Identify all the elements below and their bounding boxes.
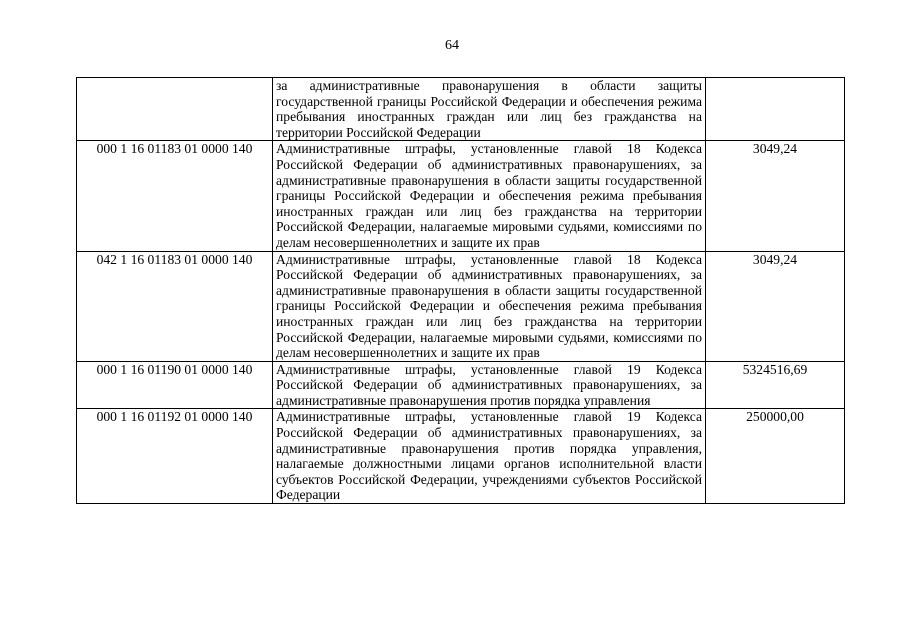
description-cell: Административные штрафы, установленные главой 19 Кодекса Российской Федерации об административных правонарушениях, за административные правонарушения против порядка управления, налагаемые должностными лицами органов исполнительной власти субъектов Российской Федерации, учреждениями субъектов Российской Федерации — [273, 409, 706, 504]
page-number: 64 — [445, 38, 459, 53]
budget-code-cell: 000 1 16 01190 01 0000 140 — [77, 361, 273, 409]
table-row — [77, 251, 845, 361]
budget-code-cell — [77, 78, 273, 141]
description-cell: Административные штрафы, установленные главой 18 Кодекса Российской Федерации об административных правонарушениях, за административные правонарушения в области защиты государственной границы Российской Федерации и обеспечения режима пребывания иностранных граждан или лиц без гражданства на территории Российской Федерации, налагаемые мировыми судьями, комиссиями по делам несовершеннолетних и защите их прав — [273, 251, 706, 361]
amount-cell — [706, 78, 845, 141]
budget-code-cell: 042 1 16 01183 01 0000 140 — [77, 251, 273, 361]
amount-cell: 5324516,69 — [706, 361, 845, 409]
description-cell: Административные штрафы, установленные главой 18 Кодекса Российской Федерации об административных правонарушениях, за административные правонарушения в области защиты государственной границы Российской Федерации и обеспечения режима пребывания иностранных граждан или лиц без гражданства на территории Российской Федерации, налагаемые мировыми судьями, комиссиями по делам несовершеннолетних и защите их прав — [273, 141, 706, 251]
table-row — [77, 78, 845, 141]
description-cell: за административные правонарушения в области защиты государственной границы Российской Федерации и обеспечения режима пребывания иностранных граждан или лиц без гражданства на территории Российской Федерации — [273, 78, 706, 141]
amount-cell: 250000,00 — [706, 409, 845, 504]
table-row — [77, 141, 845, 251]
table-row — [77, 361, 845, 409]
amount-cell: 3049,24 — [706, 251, 845, 361]
budget-revenue-table — [76, 77, 845, 504]
budget-code-cell: 000 1 16 01192 01 0000 140 — [77, 409, 273, 504]
amount-cell: 3049,24 — [706, 141, 845, 251]
table-row — [77, 409, 845, 504]
budget-code-cell: 000 1 16 01183 01 0000 140 — [77, 141, 273, 251]
description-cell: Административные штрафы, установленные главой 19 Кодекса Российской Федерации об административных правонарушениях, за административные правонарушения против порядка управления — [273, 361, 706, 409]
